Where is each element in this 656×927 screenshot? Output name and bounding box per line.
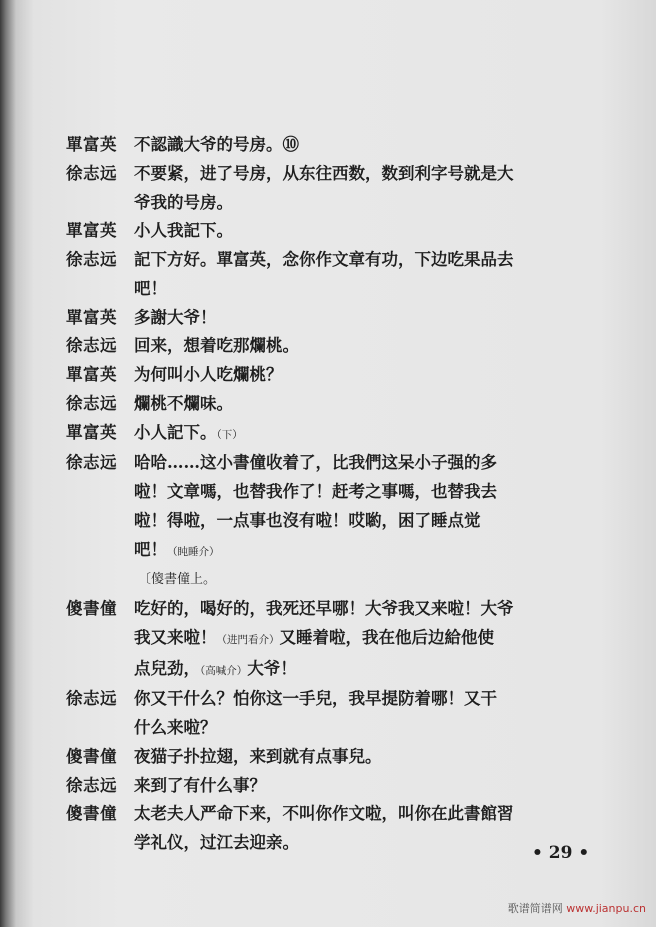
dialogue-entry [66,361,586,390]
speaker-name: 傻書僮 [66,746,117,766]
dialogue-line [134,361,586,390]
dialogue-segment: 我又来啦！ [134,627,217,647]
dialogue-text [134,160,586,218]
dialogue-entry [66,772,586,801]
speaker-name: 傻書僮 [66,599,117,618]
speaker-name: 單富英 [66,221,117,241]
speaker-name: 徐志远 [66,775,117,795]
dialogue-line [134,595,586,624]
dialogue-line [134,800,586,829]
speaker-name: 單富英 [66,135,117,154]
dialogue-line [134,304,586,333]
dialogue-line [134,246,586,275]
dialogue-line [134,624,586,655]
dialogue-line [134,189,586,218]
dialogue-entry [66,390,586,419]
dialogue-line [134,131,586,160]
stage-direction: 〔傻書僮上。 [138,572,217,588]
dialogue-segment: 学礼仪，过江去迎亲。 [134,833,299,852]
dialogue-line [134,829,586,858]
speaker-name: 徐志远 [66,393,117,413]
dialogue-entry [66,595,586,685]
dialogue-line [134,390,586,419]
dialogue-line [134,743,586,772]
dialogue-segment: 爛桃不爛味。 [134,393,233,413]
dialogue-segment: 又睡着啦，我在他后边給他使 [279,627,494,647]
dialogue-segment: 多謝大爷！ [134,307,217,327]
dialogue-line [134,449,586,478]
dialogue-segment: 爷我的号房。 [134,192,233,212]
speaker-name: 傻書僮 [66,804,117,824]
dialogue-text [134,217,586,246]
dialogue-line [134,772,586,801]
dialogue-entry [66,304,586,333]
dialogue-text [134,361,586,390]
speaker-name: 單富英 [66,365,117,384]
dialogue-segment: 記下方好。單富英，念你作文章有功，下边吃果品去 [134,250,514,269]
dialogue-text [134,246,586,304]
dialogue-segment: 太老夫人严命下来，不叫你作文啦，叫你在此書館習 [134,804,514,824]
dialogue-entry [66,685,586,743]
dialogue-segment: 不認識大爷的号房。⑩ [134,135,299,154]
speaker-name: 徐志远 [66,250,117,269]
page-number: • 29 • [532,843,590,863]
dialogue-segment: 吧！ [134,278,167,298]
dialogue-line [134,714,586,743]
dialogue-segment: 点兒劲， [134,658,200,678]
script-body [66,131,586,858]
dialogue-entry [66,743,586,772]
speaker-name: 徐志远 [66,689,117,709]
stage-note: （盹睡介） [167,545,220,558]
dialogue-line [134,275,586,304]
dialogue-segment: 夜猫子扑拉翅，来到就有点事兒。 [134,746,382,766]
watermark [508,900,646,916]
dialogue-segment: 为何叫小人吃爛桃？ [134,365,283,384]
speaker-name: 單富英 [66,307,117,327]
watermark-url: www.jianpu.cn [566,902,646,915]
dialogue-text [134,449,586,566]
dialogue-entry [66,419,586,450]
stage-note: （下） [216,428,243,441]
speaker-name: 徐志远 [66,163,117,183]
dialogue-segment: 来到了有什么事？ [134,775,266,795]
watermark-site: 歌谱简谱网 [507,902,563,915]
dialogue-text [134,800,586,858]
dialogue-line [134,536,586,567]
dialogue-line [134,685,586,714]
dialogue-segment: 大爷！ [247,658,297,678]
dialogue-line [134,478,586,507]
dialogue-segment: 吃好的，喝好的，我死还早哪！大爷我又来啦！大爷 [134,599,514,618]
dialogue-segment: 小人我記下。 [134,221,233,241]
dialogue-segment: 吧！ [134,539,167,559]
dialogue-segment: 回来，想着吃那爛桃。 [134,336,299,356]
dialogue-segment: 你又干什么？怕你这一手兒，我早提防着哪！又干 [134,689,497,709]
speaker-name: 徐志远 [66,453,117,473]
dialogue-entry [66,160,586,218]
dialogue-text [134,131,586,160]
dialogue-line [134,332,586,361]
dialogue-line [134,419,586,450]
dialogue-segment: 啦！文章嗎，也替我作了！赶考之事嗎，也替我去 [134,482,497,501]
dialogue-entry [66,332,586,361]
dialogue-segment: 什么来啦？ [134,718,217,737]
dialogue-text [134,332,586,361]
dialogue-segment: 不要紧，进了号房，从东往西数，数到利字号就是大 [134,163,514,183]
stage-note: （进門看介） [216,633,280,646]
dialogue-segment: 小人記下。 [134,422,217,442]
dialogue-text [134,743,586,772]
dialogue-text [134,419,586,450]
stage-note: （高喊介） [200,664,248,677]
dialogue-entry [66,800,586,858]
dialogue-text [134,304,586,333]
dialogue-line [134,655,586,686]
speaker-name: 徐志远 [66,336,117,356]
dialogue-text [134,595,586,685]
dialogue-text [134,772,586,801]
dialogue-text [134,685,586,743]
dialogue-text [134,390,586,419]
dialogue-line [134,507,586,536]
dialogue-line [134,160,586,189]
dialogue-entry [66,217,586,246]
dialogue-entry [66,449,586,566]
speaker-name: 單富英 [66,422,117,442]
dialogue-segment: 啦！得啦，一点事也沒有啦！哎喲，困了睡点觉 [134,510,481,530]
dialogue-line [134,217,586,246]
dialogue-entry [66,131,586,160]
dialogue-segment: 哈哈……这小書僮收着了，比我們这呆小子强的多 [134,453,497,473]
dialogue-entry [66,246,586,304]
